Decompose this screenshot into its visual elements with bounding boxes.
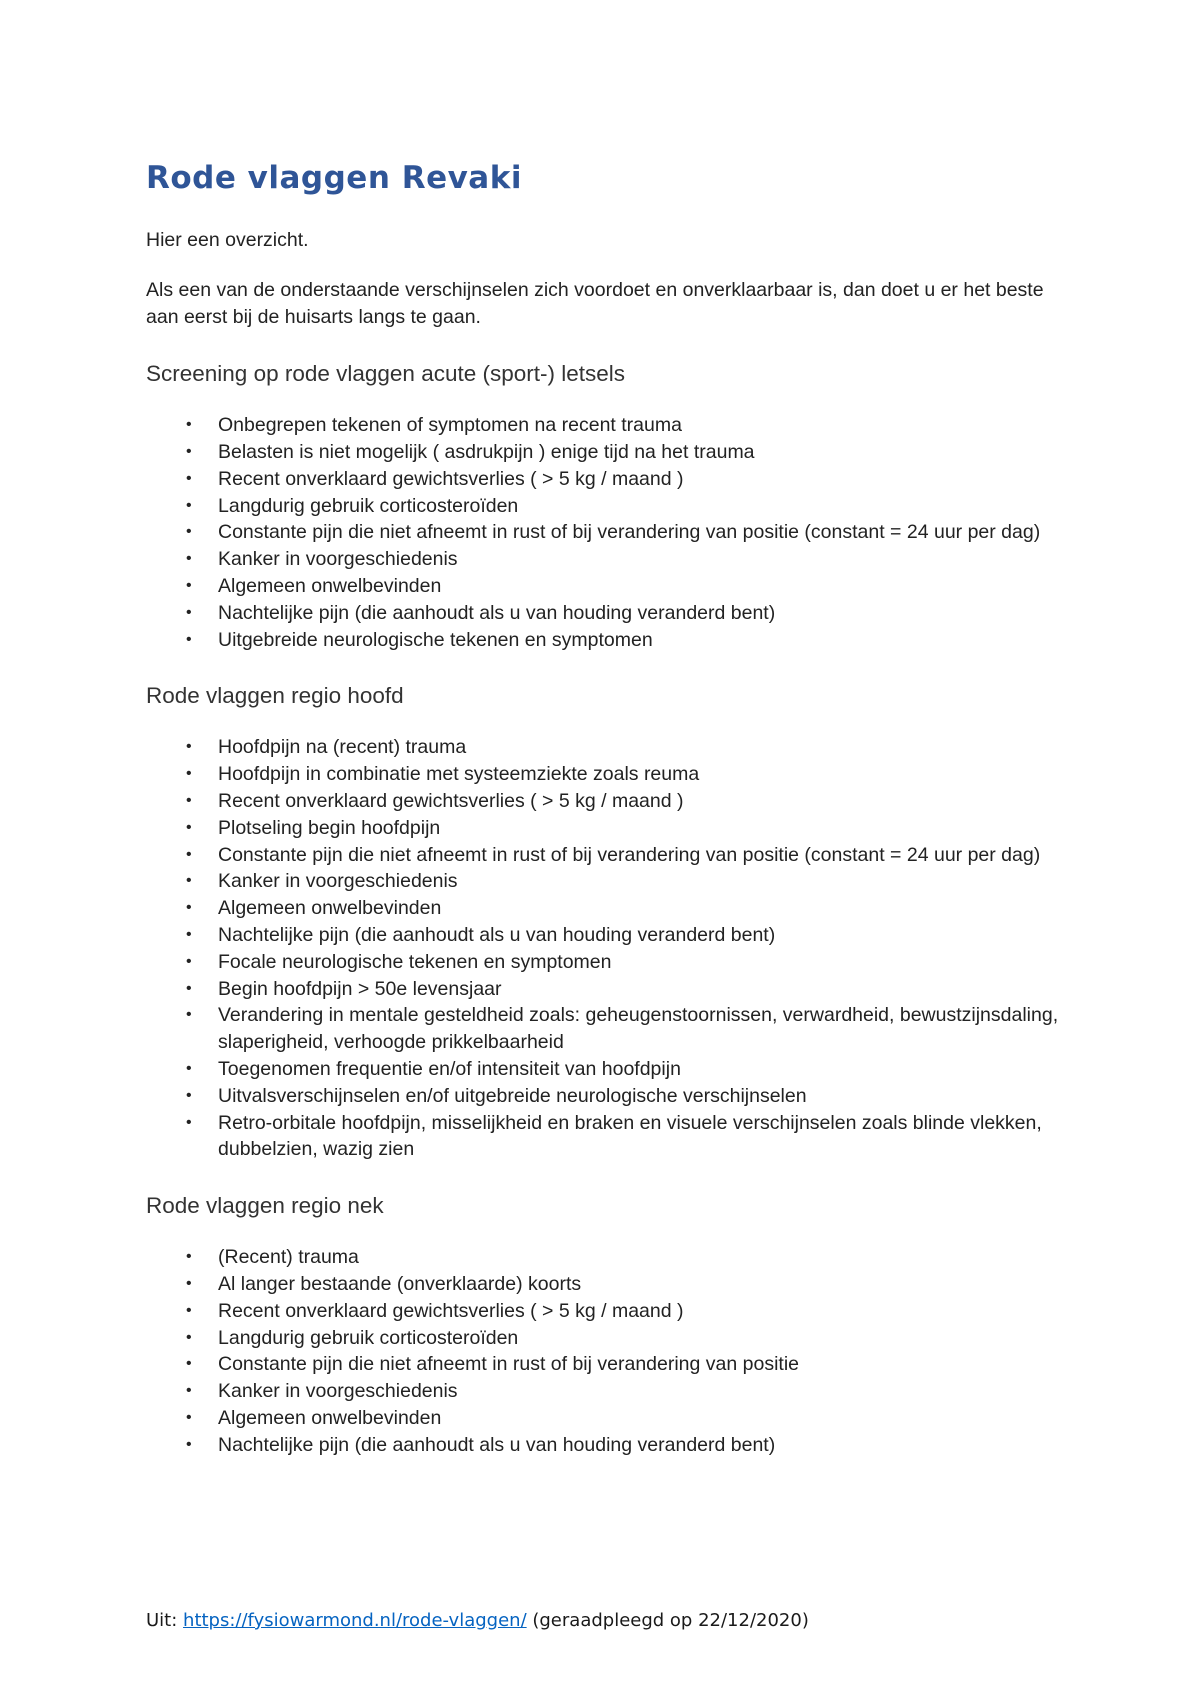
bullet-icon: • — [186, 1328, 192, 1346]
list-item-text: Recent onverklaard gewichtsverlies ( > 5 kg / maand ) — [218, 789, 684, 812]
intro-text: Hier een overzicht. — [146, 229, 309, 252]
list-item — [146, 1271, 1076, 1298]
bullet-icon: • — [186, 1301, 192, 1319]
list-item — [146, 922, 1076, 949]
bullet-icon: • — [186, 791, 192, 809]
section-heading: Rode vlaggen regio hoofd — [146, 683, 404, 709]
list-item-text: Verandering in mentale gesteldheid zoals: geheugenstoornissen, verwardheid, bewustzijnsdaling, slaperigheid, verhoogde prikkelbaarheid — [218, 1004, 1059, 1054]
bullet-list — [146, 412, 1076, 653]
page-title: Rode vlaggen Revaki — [146, 160, 522, 196]
bullet-icon: • — [186, 818, 192, 836]
footer-suffix: (geraadpleegd op 22/12/2020) — [526, 1610, 809, 1631]
bullet-icon: • — [186, 872, 192, 890]
section-regio-nek — [146, 1192, 1076, 1458]
list-item-text: Langdurig gebruik corticosteroïden — [218, 1326, 519, 1349]
bullet-icon: • — [186, 550, 192, 568]
bullet-list — [146, 1244, 1076, 1458]
list-item — [146, 466, 1076, 493]
list-item — [146, 1244, 1076, 1271]
list-item-text: Algemeen onwelbevinden — [218, 1406, 442, 1429]
bullet-icon: • — [186, 1113, 192, 1131]
list-item-text: Nachtelijke pijn (die aanhoudt als u van houding veranderd bent) — [218, 601, 776, 624]
section-acute-letsels — [146, 360, 1076, 653]
list-item-text: Plotseling begin hoofdpijn — [218, 816, 441, 839]
bullet-icon: • — [186, 603, 192, 621]
list-item — [146, 493, 1076, 520]
bullet-icon: • — [186, 1006, 192, 1024]
list-item-text: Hoofdpijn na (recent) trauma — [218, 736, 467, 759]
bullet-icon: • — [186, 630, 192, 648]
bullet-icon: • — [186, 1086, 192, 1104]
list-item-text: Focale neurologische tekenen en symptomen — [218, 950, 612, 973]
bullet-icon: • — [186, 1274, 192, 1292]
list-item — [146, 1432, 1076, 1459]
section-heading: Screening op rode vlaggen acute (sport-) letsels — [146, 361, 626, 387]
list-item-text: Kanker in voorgeschiedenis — [218, 1380, 458, 1403]
list-item-text: Uitvalsverschijnselen en/of uitgebreide neurologische verschijnselen — [218, 1084, 807, 1107]
list-item-text: Al langer bestaande (onverklaarde) koorts — [218, 1272, 582, 1295]
list-item — [146, 1083, 1076, 1110]
list-item — [146, 842, 1076, 869]
list-item — [146, 1298, 1076, 1325]
bullet-icon: • — [186, 442, 192, 460]
list-item-text: Uitgebreide neurologische tekenen en symptomen — [218, 628, 653, 651]
bullet-icon: • — [186, 979, 192, 997]
bullet-icon: • — [186, 576, 192, 594]
list-item — [146, 815, 1076, 842]
list-item-text: Recent onverklaard gewichtsverlies ( > 5 kg / maand ) — [218, 1299, 684, 1322]
bullet-list — [146, 734, 1076, 1163]
list-item — [146, 573, 1076, 600]
bullet-icon: • — [186, 496, 192, 514]
description-text: Als een van de onderstaande verschijnselen zich voordoet en onverklaarbaar is, dan doet u er het beste aan eerst bij de huisarts langs te gaan. — [146, 279, 1044, 329]
list-item-text: Retro-orbitale hoofdpijn, misselijkheid en braken en visuele verschijnselen zoals blinde vlekken, dubbelzien, wazig zien — [218, 1111, 1042, 1161]
bullet-icon: • — [186, 1059, 192, 1077]
list-item — [146, 734, 1076, 761]
list-item — [146, 895, 1076, 922]
list-item — [146, 868, 1076, 895]
source-footer — [146, 1610, 809, 1631]
list-item-text: Kanker in voorgeschiedenis — [218, 548, 458, 571]
bullet-icon: • — [186, 738, 192, 756]
bullet-icon: • — [186, 1248, 192, 1266]
list-item-text: Constante pijn die niet afneemt in rust of bij verandering van positie (constant = 24 uur per dag) — [218, 521, 1041, 544]
list-item — [146, 1325, 1076, 1352]
list-item — [146, 546, 1076, 573]
list-item — [146, 761, 1076, 788]
bullet-icon: • — [186, 845, 192, 863]
list-item — [146, 1056, 1076, 1083]
bullet-icon: • — [186, 952, 192, 970]
bullet-icon: • — [186, 416, 192, 434]
bullet-icon: • — [186, 1355, 192, 1373]
list-item-text: Algemeen onwelbevinden — [218, 574, 442, 597]
list-item — [146, 439, 1076, 466]
list-item-text: Nachtelijke pijn (die aanhoudt als u van houding veranderd bent) — [218, 923, 776, 946]
list-item-text: Constante pijn die niet afneemt in rust of bij verandering van positie (constant = 24 uur per dag) — [218, 843, 1041, 866]
bullet-icon: • — [186, 1408, 192, 1426]
list-item — [146, 1351, 1076, 1378]
bullet-icon: • — [186, 925, 192, 943]
bullet-icon: • — [186, 1382, 192, 1400]
list-item-text: Recent onverklaard gewichtsverlies ( > 5 kg / maand ) — [218, 467, 684, 490]
list-item-text: Algemeen onwelbevinden — [218, 897, 442, 920]
bullet-icon: • — [186, 765, 192, 783]
list-item — [146, 627, 1076, 654]
list-item — [146, 976, 1076, 1003]
list-item — [146, 1002, 1076, 1056]
bullet-icon: • — [186, 899, 192, 917]
list-item — [146, 1405, 1076, 1432]
list-item-text: Kanker in voorgeschiedenis — [218, 870, 458, 893]
source-link[interactable]: https://fysiowarmond.nl/rode-vlaggen/ — [183, 1610, 527, 1631]
section-heading: Rode vlaggen regio nek — [146, 1193, 384, 1219]
footer-prefix: Uit: — [146, 1610, 184, 1631]
list-item-text: Belasten is niet mogelijk ( asdrukpijn ) enige tijd na het trauma — [218, 440, 755, 463]
list-item-text: Constante pijn die niet afneemt in rust of bij verandering van positie — [218, 1353, 800, 1376]
list-item — [146, 788, 1076, 815]
list-item — [146, 1378, 1076, 1405]
bullet-icon: • — [186, 523, 192, 541]
list-item — [146, 412, 1076, 439]
list-item-text: Nachtelijke pijn (die aanhoudt als u van houding veranderd bent) — [218, 1433, 776, 1456]
document-page — [146, 160, 1076, 1458]
list-item-text: Langdurig gebruik corticosteroïden — [218, 494, 519, 517]
list-item — [146, 1110, 1076, 1164]
bullet-icon: • — [186, 1435, 192, 1453]
list-item-text: Onbegrepen tekenen of symptomen na recent trauma — [218, 414, 682, 437]
list-item — [146, 519, 1076, 546]
list-item — [146, 949, 1076, 976]
list-item-text: Hoofdpijn in combinatie met systeemziekte zoals reuma — [218, 763, 700, 786]
list-item — [146, 600, 1076, 627]
list-item-text: (Recent) trauma — [218, 1246, 359, 1269]
list-item-text: Toegenomen frequentie en/of intensiteit van hoofdpijn — [218, 1057, 681, 1080]
bullet-icon: • — [186, 469, 192, 487]
list-item-text: Begin hoofdpijn > 50e levensjaar — [218, 977, 502, 1000]
section-regio-hoofd — [146, 682, 1076, 1163]
